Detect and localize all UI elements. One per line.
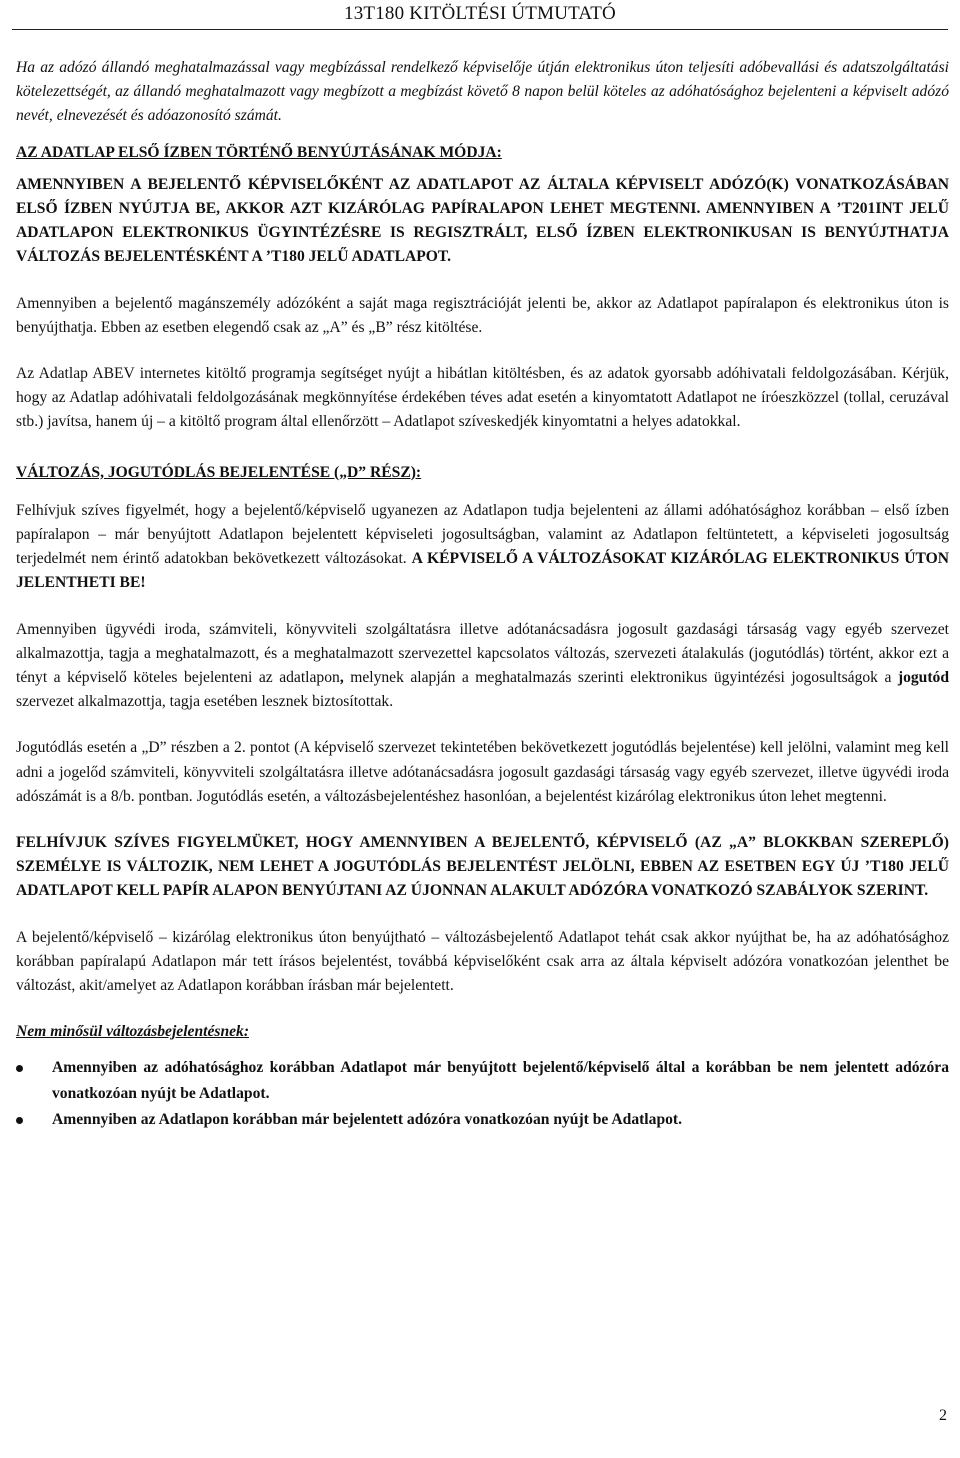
change-paragraph-2-jogutod: jogutód xyxy=(897,669,949,687)
change-paragraph-2-text-b: melynek alapján a meghatalmazás szerinti elektronikus ügyintézési jogosultságok a xyxy=(343,669,898,687)
bullet-icon xyxy=(16,1117,23,1124)
first-submission-heading: AZ ADATLAP ELSŐ ÍZBEN TÖRTÉNŐ BENYÚJTÁSÁNAK MÓDJA: xyxy=(16,143,502,161)
change-paragraph-1 xyxy=(16,499,949,596)
private-person-paragraph: Amennyiben a bejelentő magánszemély adózóként a saját maga regisztrációját jelenti be, akkor az Adatlapot papíralapon és elektronikus úton is benyújthatja. Ebben az esetben elegendő csak az „A” és „B” rész kitöltése. xyxy=(16,294,949,336)
bullet-icon xyxy=(16,1065,23,1072)
warning-paragraph: FELHÍVJUK SZÍVES FIGYELMÜKET, HOGY AMENNYIBEN A BEJELENTŐ, KÉPVISELŐ (AZ „A” BLOKKBAN SZEREPLŐ) SZEMÉLYE IS VÁLTOZIK, NEM LEHET A JOGUTÓDLÁS BEJELENTÉST JELÖLNI, EBBEN AZ ESETBEN EGY ÚJ ’T180 JELŰ ADATLAPOT KELL PAPÍR ALAPON BENYÚJTANI AZ ÚJONNAN ALAKULT ADÓZÓRA VONATKOZÓ SZABÁLYOK SZERINT. xyxy=(16,834,949,900)
not-change-heading: Nem minősül változásbejelentésnek: xyxy=(16,1023,250,1041)
page-header-title: 13T180 KITÖLTÉSI ÚTMUTATÓ xyxy=(344,3,616,24)
list-item-text: Amennyiben az Adatlapon korábban már bejelentett adózóra vonatkozóan nyújt be Adatlapot. xyxy=(52,1110,683,1128)
page-number: 2 xyxy=(939,1407,947,1424)
change-paragraph-2-text-a: Amennyiben ügyvédi iroda, számviteli, könyvviteli szolgáltatásra illetve adótanácsadásra jogosult gazdasági társaság vagy egyéb szervezet alkalmazottja, tagja a meghatalmazott, és a meghatalmazott szervezettel kapcsolatos változás, szervezeti átalakulás (jogutódlás) történt, akkor ezt a tényt a képviselő köteles bejelenteni az adatlapon xyxy=(16,620,949,687)
abev-paragraph: Az Adatlap ABEV internetes kitöltő programja segítséget nyújt a hibátlan kitöltésben, és az adatok gyorsabb adóhivatali feldolgozásában. Kérjük, hogy az Adatlap adóhivatali feldolgozásának megkönnyítése érdekében téves adat esetén a kinyomtatott Adatlapot ne íróeszközzel (tollal, ceruzával stb.) javítsa, hanem új – a kitöltő program által ellenőrzött – Adatlapot szíveskedjék kinyomtatni a helyes adatokkal. xyxy=(16,365,949,431)
header-divider xyxy=(12,29,948,30)
change-paragraph-2-comma: , xyxy=(339,669,344,687)
change-paragraph-1-emphasis: A KÉPVISELŐ A VÁLTOZÁSOKAT KIZÁRÓLAG ELEKTRONIKUS ÚTON JELENTHETI BE! xyxy=(16,550,949,592)
change-paragraph-3: Jogutódlás esetén a „D” részben a 2. pontot (A képviselő szervezet tekintetében bekövetkezett jogutódlás bejelentése) kell jelölni, valamint meg kell adni a jogelőd számviteli, könyvviteli szolgáltatásra illetve adótanácsadásra jogosult gazdasági társaság vagy egyéb szervezet, illetve ügyvédi iroda adószámát is a 8/b. pontban. Jogutódlás esetén, a változásbejelentéshez hasonlóan, a bejelentést kizárólag elektronikus úton lehet megtenni. xyxy=(16,739,949,805)
list-item xyxy=(16,1107,949,1133)
not-change-list xyxy=(16,1055,949,1133)
change-paragraph-4: A bejelentő/képviselő – kizárólag elektronikus úton benyújtható – változásbejelentő Adatlapot tehát csak akkor nyújthat be, ha az adóhatósághoz korábban papíralapú Adatlapon már tett írásos bejelentést, továbbá képviselőként csak arra az általa képviselt adózóra vonatkozóan jelenthet be változást, akit/amelyet az Adatlapon korábban írásban már bejelentett. xyxy=(16,928,949,995)
list-item xyxy=(16,1055,949,1107)
change-section-heading: VÁLTOZÁS, JOGUTÓDLÁS BEJELENTÉSE („D” RÉSZ): xyxy=(16,463,422,481)
document-body xyxy=(16,56,949,1133)
change-paragraph-2 xyxy=(16,618,949,715)
list-item-text: Amennyiben az adóhatósághoz korábban Adatlapot már benyújtott bejelentő/képviselő által a korábban be nem jelentett adózóra vonatkozóan nyújt be Adatlapot. xyxy=(52,1058,949,1102)
intro-paragraph: Ha az adózó állandó meghatalmazással vagy megbízással rendelkező képviselője útján elektronikus úton teljesíti adóbevallási és adatszolgáltatási kötelezettségét, az állandó meghatalmazott vagy megbízott a megbízást követő 8 napon belül köteles az adóhatósághoz bejelenteni a képviselt adózó nevét, elnevezését és adóazonosító számát. xyxy=(16,59,949,125)
first-submission-body: AMENNYIBEN A BEJELENTŐ KÉPVISELŐKÉNT AZ ADATLAPOT AZ ÁLTALA KÉPVISELT ADÓZÓ(K) VONATKOZÁSÁBAN ELSŐ ÍZBEN NYÚJTJA BE, AKKOR AZT KIZÁRÓLAG PAPÍRALAPON LEHET MEGTENNI. AMENNYIBEN A ’T201INT JELŰ ADATLAPON ELEKTRONIKUS ÜGYINTÉZÉSRE IS REGISZTRÁLT, ELSŐ ÍZBEN ELEKTRONIKUSAN IS BENYÚJTHATJA VÁLTOZÁS BEJELENTÉSKÉNT A ’T180 JELŰ ADATLAPOT. xyxy=(16,175,949,266)
change-paragraph-1-text: Felhívjuk szíves figyelmét, hogy a bejelentő/képviselő ugyanezen az Adatlapon tudja bejelenteni az állami adóhatósághoz korábban – első ízben papíralapon – már benyújtott Adatlapon bejelentett képviseleti jogosultságban, valamint az Adatlapon feltüntetett, a képviseleti jogosultság terjedelmét nem érintő adatokban bekövetkezett változásokat. xyxy=(16,501,949,568)
change-paragraph-2-text-c: szervezet alkalmazottja, tagja esetében lesznek biztosítottak. xyxy=(16,693,394,711)
